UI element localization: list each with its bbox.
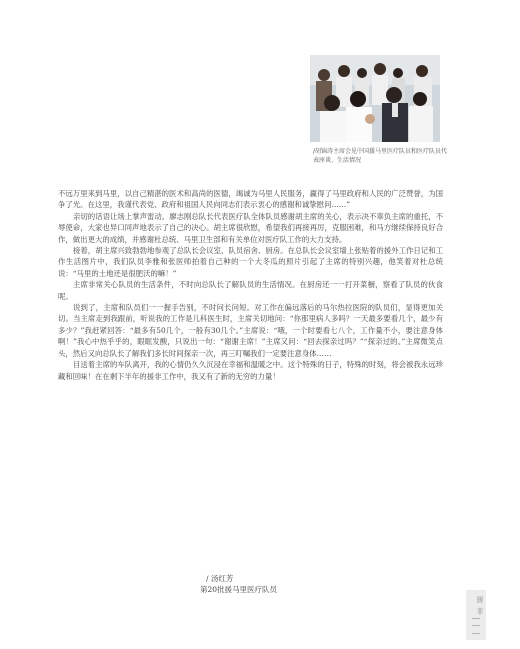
side-tab-label: 援 非	[476, 596, 484, 616]
paragraph: 接着，胡主席兴致勃勃地参观了总队长会议室、队员宿舍、厨房。在总队长会议室墙上张贴着的援外工作日记和工作生活图片中，我们队员李雅和张医师拍着自己种的一个大冬瓜的照片引起了主席的特别兴趣，他笑着对杜总统说：“马里的土地还是很肥沃的嘛！”	[58, 246, 443, 278]
article-body	[58, 188, 443, 382]
author-signature	[200, 573, 438, 595]
paragraph: 目送着主席的车队离开，我的心情仍久久沉浸在幸福和温暖之中。这个特殊的日子，特殊的时刻，将会被我永远珍藏和回味！在在剩下半年的援非工作中，我又有了新的无穷的力量！	[58, 360, 443, 381]
author-affiliation: 第20批援马里医疗队员	[200, 585, 278, 594]
paragraph: 亲切的话语让场上掌声雷动。廖志刚总队长代表医疗队全体队员感谢胡主席的关心，表示决不辜负主席的重托，不辱使命，大家也异口同声地表示了自己的决心。胡主席很欣慰，希望我们再接再厉，克服困难，和马方继续保持良好合作，做出更大的成绩，并感谢杜总统、马里卫生部和有关单位对医疗队工作的大力支持。	[58, 211, 443, 244]
paragraph: 主席非常关心队员的生活条件，不时向总队长了解队员的生活情况。在厨房还一一打开菜橱，察看了队员的伙食呢。	[58, 280, 443, 301]
paragraph: 说到了，主席和队员们一一握手告别，不时问长问短。对工作在偏远落后的马尔热拉医院的队员们，显得更加关切。当主席走到我跟前，听说我的工作是儿科医生时，主席关切地问：“你那里病人多吗？一天最多要看几个，最少有多少？”我赶紧回答：“最多有50几个，一般有30几个。”主席说：“哦，一个时要看七八个，工作量不小，要注意身体啊！”我心中热乎乎的，眼眶发酸，只说出一句：“谢谢主席！”主席又问：“回去探亲过吗？”“探亲过的。”主席微笑点头，然后又向总队长了解我们多长时间探亲一次，再三叮嘱我们一定要注意身体……	[58, 303, 443, 358]
paragraph: 不远万里来到马里，以自己精湛的医术和高尚的医德，竭诚为马里人民服务，赢得了马里政府和人民的广泛赞誉，为国争了光。在这里，我谨代表党、政府和祖国人民向同志们表示衷心的感谢和诚挚慰问……”	[58, 189, 443, 210]
section-side-tab	[466, 590, 486, 640]
author-name: / 汤红芳	[206, 574, 234, 583]
side-tab-mark	[472, 618, 480, 634]
photo-caption: /胡锦涛主席会见中国援马里医疗队员和医疗队员代表座谈、生活情况	[313, 148, 448, 164]
photo-group-with-president	[310, 55, 440, 142]
